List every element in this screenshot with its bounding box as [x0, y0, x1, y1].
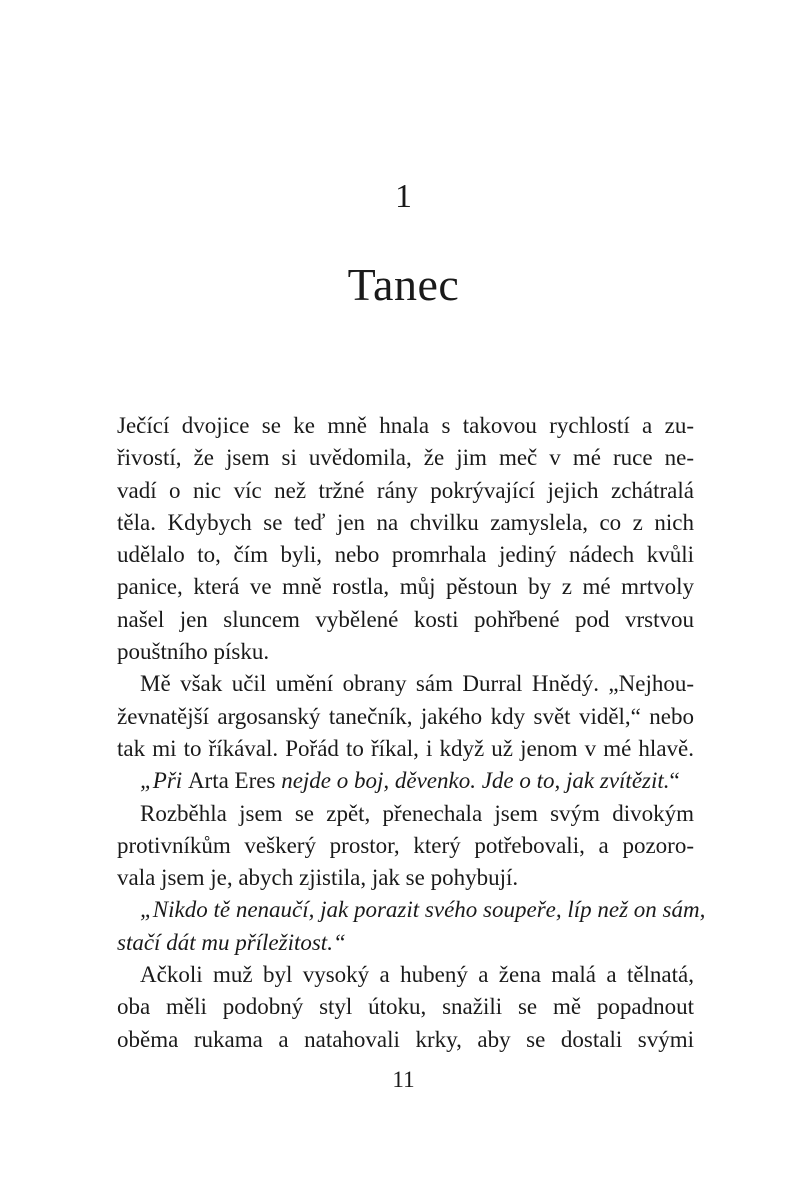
chapter-title: Tanec [347, 259, 460, 310]
text-line: vadí o nic víc než tržné rány pokrývající jejich zchátralá [117, 477, 694, 503]
text-line: panice, která ve mně rostla, můj pěstoun by z mé mrtvoly [117, 574, 694, 600]
text-line: tak mi to říkával. Pořád to říkal, i když už jenom v mé hlavě. [117, 735, 694, 761]
quote-open: „Při [140, 768, 188, 794]
body-text [117, 410, 706, 1056]
chapter-number: 1 [395, 178, 412, 215]
text-line: pouštního písku. [117, 639, 270, 665]
quote-term: Arta Eres [187, 768, 276, 794]
text-line: našel jen sluncem vybělené kosti pohřbené pod vrstvou [117, 606, 694, 632]
quote-line: „Při Arta Eres nejde o boj, děvenko. Jde o to, jak zvítězit.“ [140, 768, 680, 794]
text-line: oběma rukama a natahovali krky, aby se dostali svými [117, 1026, 694, 1052]
quote-line: stačí dát mu příležitost.“ [117, 929, 346, 955]
text-line: udělalo to, čím byli, nebo promrhala jediný nádech kvůli [117, 542, 694, 568]
text-line: vala jsem je, abych zjistila, jak se pohybují. [117, 865, 519, 891]
text-line: Rozběhla jsem se zpět, přenechala jsem svým divokým [140, 800, 694, 826]
text-line: Mě však učil umění obrany sám Durral Hnědý. „Nejhou- [140, 671, 694, 697]
text-line: Ječící dvojice se ke mně hnala s takovou rychlostí a zu- [117, 413, 694, 438]
text-line: protivníkům veškerý prostor, který potřebovali, a pozoro- [117, 832, 694, 858]
quote-line: „Nikdo tě nenaučí, jak porazit svého soupeře, líp než on sám, [140, 897, 706, 923]
page-number: 11 [392, 1067, 415, 1092]
quote-rest: nejde o boj, děvenko. Jde o to, jak zvítězit. [275, 768, 670, 794]
text-line: ževnatější argosanský tanečník, jakého kdy svět viděl,“ nebo [117, 703, 694, 729]
text-line: řivostí, že jsem si uvědomila, že jim meč v mé ruce ne- [117, 445, 694, 471]
text-line: Ačkoli muž byl vysoký a hubený a žena malá a tělnatá, [140, 962, 694, 988]
text-line: oba měli podobný styl útoku, snažili se mě popadnout [117, 994, 694, 1020]
text-line: těla. Kdybych se teď jen na chvilku zamyslela, co z nich [117, 509, 694, 535]
